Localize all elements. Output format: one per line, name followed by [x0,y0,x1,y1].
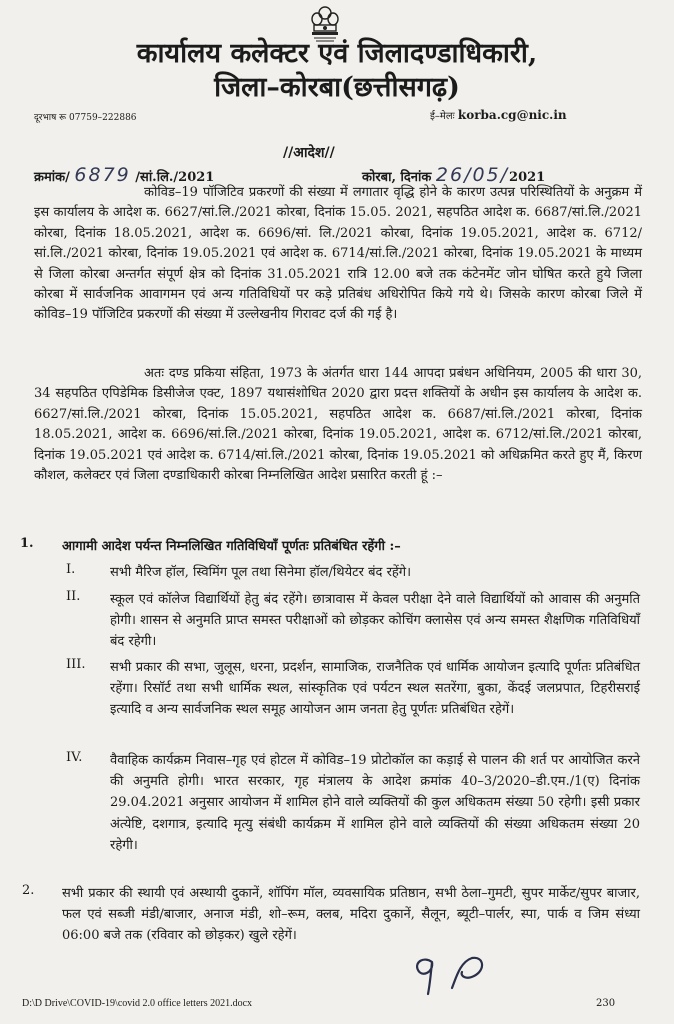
order-date-handwritten: 26/05/ [435,164,510,186]
email-label: ई–मेलः [430,111,455,122]
item-iv-text: वैवाहिक कार्यक्रम निवास–गृह एवं होटल में कोविड–19 प्रोटोकॉल का कड़ाई से पालन की शर्त पर आयोजित करने की अनुमति होगी। भारत सरकार, गृह मंत्रालय के आदेश क्रमांक 40–3/2020–डी.एम./1(ए) दिनांक 29.04.2021 अनुसार आयोजन में शामिल होने वाले व्यक्तियों की कुल अधिकतम संख्या 50 रहेगी। इसी प्रकार अंत्येष्टि, दशगात्र, इत्यादि मृत्यु संबंधी कार्यक्रम में शामिल होने वाले व्यक्तियों की संख्या अधिकतम संख्या 20 रहेगी। [110,753,640,853]
item-i-text: सभी मैरिज हॉल, स्विमिंग पूल तथा सिनेमा हॉल/थियेटर बंद रहेंगे। [110,565,412,580]
item-iv-numeral: IV. [66,750,83,765]
order-number-suffix: /सां.लि./2021 [135,170,215,185]
file-path: D:\D Drive\COVID-19\covid 2.0 office letters 2021.docx [22,998,253,1009]
order-number-handwritten: 6879 [74,164,131,186]
point-1-heading: आगामी आदेश पर्यन्त निम्नलिखित गतिविधियॉं पूर्णतः प्रतिबंधित रहेंगी :– [62,539,401,554]
office-title-line1: कार्यालय कलेक्टर एवं जिलादण्डाधिकारी, [136,38,538,69]
point-1-number: 1. [20,536,34,551]
phone-number: दूरभाष रू 07759–222886 [34,113,137,123]
paragraph-order-authority-text: अतः दण्ड प्रकिया संहिता, 1973 के अंतर्गत धारा 144 आपदा प्रबंधन अधिनियम, 2005 की धारा 30, 34 सहपठित एपिडेमिक डिसीजेज एक्ट, 1897 यथासंशोधित 2020 द्वारा प्रदत्त शक्तियों के अधीन इस कार्यालय के आदेश क. 6627/सां.लि./2021 कोरबा, दिनांक 15.05.2021, सहपठित आदेश क. 6687/सां.लि./2021 कोरबा, दिनांक 18.05.2021, आदेश क. 6696/सां.लि./2021 कोरबा, दिनांक 19.05.2021, आदेश क. 6712/सां.लि./2021 कोरबा, दिनांक 19.05.2021 एवं आदेश क. 6714/सां.लि./2021 कोरबा, दिनांक 19.05.2021 को अधिक्रमित करते हुए मैं, किरण कौशल, कलेक्टर एवं जिला दण्डाधिकारी कोरबा निम्नलिखित आदेश प्रसारित करती हूं :– [34,366,642,484]
order-heading: //आदेश// [283,145,335,161]
paragraph-background-text: कोविड–19 पॉजिटिव प्रकरणों की संख्या में लगातार वृद्धि होने के कारण उत्पन्न परिस्थितियों के अनुक्रम में इस कार्यालय के आदेश क. 6627/सां.लि./2021 कोरबा, दिनांक 15.05. 2021, सहपठित आदेश क. 6687/सां.लि./2021 कोरबा, दिनांक 18.05.2021, आदेश क. 6696/सां. लि./2021 कोरबा, दिनांक 19.05.2021, आदेश क. 6712/सां.लि./2021 कोरबा, दिनांक 19.05.2021 एवं आदेश क. 6714/सां.लि./2021 कोरबा, दिनांक 19.05.2021 के माध्यम से जिला कोरबा अन्तर्गत संपूर्ण क्षेत्र को दिनांक 31.05.2021 रात्रि 12.00 बजे तक कंटेनमेंट जोन घोषित करते हुये जिला कोरबा में सार्वजनिक आवागमन एवं अन्य गतिविधियों पर कड़े प्रतिबंध अधिरोपित किये गये थे। जिसके कारण कोरबा जिले में कोविड–19 पॉजिटिव प्रकरणों की संख्या में उल्लेखनीय गिरावट दर्ज की गई है। [34,185,642,323]
item-iii-text: सभी प्रकार की सभा, जुलूस, धरना, प्रदर्शन, सामाजिक, राजनैतिक एवं धार्मिक आयोजन इत्यादि पूर्णतः प्रतिबंधित रहेंगा। रिसॉर्ट तथा सभी धार्मिक स्थल, सांस्कृतिक एवं पर्यटन स्थल सतरेंगा, बुका, केंदई जलप्रपात, टिहरीसराई इत्यादि व अन्य सार्वजनिक स्थल समूह आयोजन आम जनता हेतु पूर्णतः प्रतिबंधित रहेगें। [110,660,640,718]
point-2-text: सभी प्रकार की स्थायी एवं अस्थायी दुकानें, शॉपिंग मॉल, व्यवसायिक प्रतिष्ठान, सभी ठेला–गुमटी, सुपर मार्केट/सुपर बाजार, फल एवं सब्जी मंडी/बाजार, अनाज मंडी, शो–रूम, क्लब, मदिरा दुकानें, सैलून, ब्यूटी–पार्लर, स्पा, पार्क व जिम संध्या 06:00 बजे तक (रविवार को छोड़कर) खुले रहेगें। [62,886,640,944]
paragraph-order-authority [34,364,642,486]
page-number: 230 [596,998,616,1009]
paragraph-background [34,183,642,326]
item-ii-numeral: II. [66,589,81,604]
email-line [430,108,567,122]
item-i-numeral: I. [66,562,76,577]
order-year: 2021 [509,170,546,185]
email-address: korba.cg@nic.in [457,108,567,122]
point-2-number: 2. [22,883,35,898]
place-date-label: कोरबा, दिनांक [362,170,432,185]
item-ii-text: स्कूल एवं कॉलेज विद्यार्थियों हेतु बंद रहेंगे। छात्रावास में केवल परीक्षा देने वाले विद्यार्थियों को आवास की अनुमति होगी। शासन से अनुमति प्राप्त समस्त परीक्षाओं को छोड़कर कोचिंग क्लासेस एवं अन्य समस्त शैक्षणिक गतिविधियॉं बंद रहेगी। [110,592,640,650]
office-title-line2: जिला–कोरबा(छत्तीसगढ़) [214,72,460,103]
item-iii-numeral: III. [66,657,86,672]
signature-icon [402,948,514,996]
order-number-label: क्रमांक/ [34,170,70,185]
